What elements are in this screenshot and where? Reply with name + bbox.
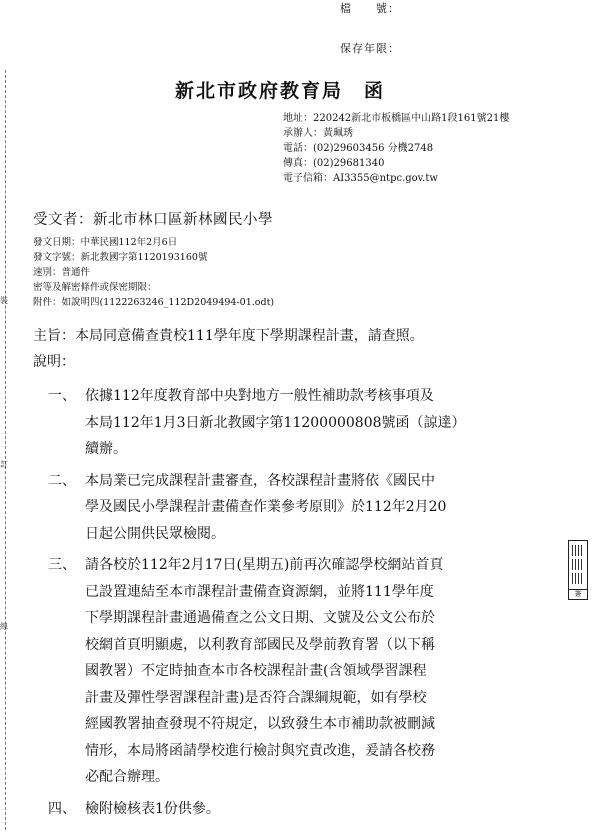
fax-line: 傳真：(02)29681340	[283, 158, 385, 169]
retention-period-label: 保存年限：	[340, 42, 400, 55]
item-number: 四、	[48, 800, 76, 817]
attachment-line: 附件：如說明四(1122263246_112D2049494-01.odt)	[33, 297, 275, 308]
dispatch-meta-block	[33, 235, 274, 310]
item-line: 本局業已完成課程計畫審查，各校課程計畫將依《國民中	[85, 472, 435, 489]
recipient: 受文者：新北市林口區新林國民小學	[33, 212, 273, 228]
organization-contact-block	[283, 111, 509, 186]
explanation-items	[48, 383, 548, 822]
item-number: 二、	[48, 472, 76, 489]
stamp-glyph-3	[572, 573, 584, 584]
item-line: 請各校於112年2月17日(星期五)前再次確認學校網站首頁	[85, 557, 444, 573]
explanation-item	[48, 796, 548, 823]
item-line: 日起公開供民眾檢閱。	[85, 525, 225, 542]
item-line: 學及國民小學課程計畫備查作業參考原則》於112年2月20	[85, 499, 447, 515]
subject-line: 主旨：本局同意備查貴校111學年度下學期課程計畫，請查照。	[33, 328, 424, 344]
item-line: 已設置連結至本市課程計畫備查資源網，並將111學年度	[85, 583, 434, 600]
binding-line	[5, 70, 6, 830]
email-line: 電子信箱：AI3355@ntpc.gov.tw	[283, 173, 438, 184]
stamp-caption: 簽	[569, 589, 587, 599]
item-line: 檢附檢核表1份供參。	[85, 800, 220, 817]
item-line: 情形，本局將函請學校進行檢討與究責改進，爰請各校務	[85, 742, 435, 759]
explanation-item	[48, 383, 548, 463]
binding-mark-ding: 訂	[0, 460, 8, 469]
file-number-label: 檔 號：	[340, 2, 400, 15]
stamp-glyph-1	[572, 545, 584, 556]
item-line: 本局112年1月3日新北教國字第11200000808號函（諒達）	[85, 414, 466, 431]
stamp-glyph-2	[572, 559, 584, 570]
item-number: 三、	[48, 557, 76, 573]
item-line: 必配合辦理。	[85, 769, 169, 785]
delivery-speed: 速別：普通件	[33, 267, 91, 278]
handler-line: 承辦人：黃珮琇	[283, 128, 353, 139]
item-line: 續辦。	[85, 441, 127, 457]
dispatch-date: 發文日期：中華民國112年2月6日	[33, 237, 178, 248]
item-line: 依據112年度教育部中央對地方一般性補助款考核事項及	[85, 388, 434, 404]
item-number: 一、	[48, 388, 76, 404]
security-level: 密等及解密條件或保密期限：	[33, 282, 157, 293]
binding-mark-zhuang: 裝	[0, 296, 8, 305]
explanation-item	[48, 468, 548, 548]
binding-mark-xian: 線	[0, 622, 8, 631]
approval-stamp-box	[568, 540, 588, 600]
item-line: 校網首頁明顯處，以利教育部國民及學前教育署（以下稱	[85, 636, 435, 653]
phone-line: 電話：(02)29603456 分機2748	[283, 143, 434, 154]
item-line: 國教署）不定時抽查本市各校課程計畫(含領域學習課程	[85, 663, 427, 679]
item-line: 下學期課程計畫通過備查之公文日期、文號及公文公布於	[85, 610, 435, 626]
explanation-label: 說明：	[33, 354, 75, 370]
explanation-item	[48, 552, 548, 791]
address-line: 地址：220242新北市板橋區中山路1段161號21樓	[283, 113, 510, 124]
document-title: 新北市政府教育局 函	[175, 80, 386, 102]
item-line: 計畫及彈性學習課程計畫)是否符合課綱規範，如有學校	[85, 689, 427, 706]
dispatch-number: 發文字號：新北教國字第1120193160號	[33, 252, 208, 263]
item-line: 經國教署抽查發現不符規定，以致發生本市補助款被刪減	[85, 716, 435, 732]
